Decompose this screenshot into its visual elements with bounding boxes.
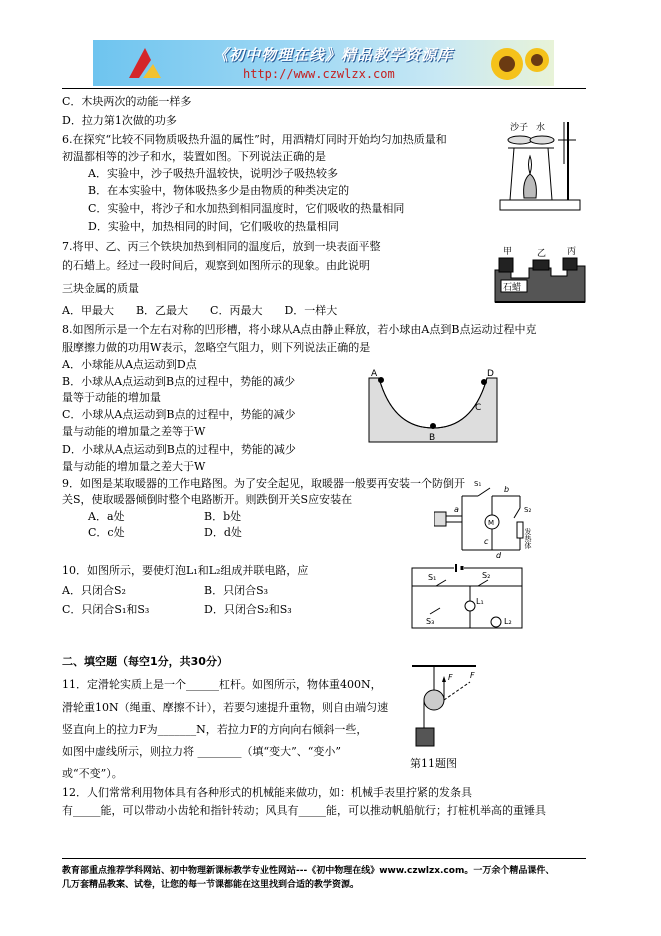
- sunflower-image: [485, 42, 551, 86]
- q9-stem-1: 9．如图是某取暖器的工作电路图。为了安全起见，取暖器一般要再安装一个防倒开: [62, 477, 465, 490]
- q6-option-b: B．在本实验中，物体吸热多少是由物质的种类决定的: [88, 184, 350, 197]
- q10-label-s2: S₂: [482, 571, 491, 580]
- q9-option-c: C．c处: [88, 526, 125, 539]
- footer-rule: [62, 858, 586, 859]
- q7-label-wax: 石蜡: [503, 283, 522, 293]
- section-heading-fill-blank: 二、填空题（每空1分，共30分）: [62, 655, 228, 668]
- q9-stem-2: 关S，使取暖器倾倒时整个电路断开。则跌倒开关S应安装在: [62, 493, 353, 506]
- q6-option-d: D．实验中，加热相同的时间，它们吸收的热量相同: [88, 220, 339, 233]
- q11-pulley-figure: [404, 660, 484, 756]
- q10-circuit-figure: [408, 562, 528, 632]
- q10-label-l2: L₂: [504, 617, 512, 626]
- q6-option-c: C．实验中，将沙子和水加热到相同温度时，它们吸收的热量相同: [88, 202, 405, 215]
- q6-stem-1: 6.在探究“比较不同物质吸热升温的属性”时，用酒精灯同时开始均匀加热质量和: [62, 133, 447, 146]
- q6-stem-2: 初温都相等的沙子和水，装置如图。下列说法正确的是: [62, 150, 326, 163]
- q11-stem-4: 如图中虚线所示，则拉力将 ________（填“变大”、“变小”: [62, 745, 341, 758]
- footer-line-1: 教育部重点推荐学科网站、初中物理新课标教学专业性网站---《初中物理在线》www.czwlzx.com。一万余个精品课件、: [62, 866, 555, 876]
- q9-label-c: c: [484, 537, 489, 546]
- q8-label-b: B: [429, 433, 436, 443]
- q9-label-a: a: [454, 505, 459, 514]
- q10-option-a: A．只闭合S₂: [62, 584, 126, 597]
- q7-label-jia: 甲: [503, 247, 513, 257]
- q10-option-b: B．只闭合S₃: [204, 584, 269, 597]
- q6-label-water: 水: [536, 123, 546, 133]
- q5-option-d: D．拉力第1次做的功多: [62, 114, 177, 127]
- q9-label-s2: S₂: [524, 506, 532, 514]
- q9-label-b: b: [504, 485, 510, 494]
- q8-stem-1: 8.如图所示是一个左右对称的凹形槽，将小球从A点由静止释放，若小球由A点到B点运动过程中克: [62, 323, 537, 336]
- q7-stem-1: 7.将甲、乙、丙三个铁块加热到相同的温度后，放到一块表面平整: [62, 240, 381, 253]
- q11-stem-3: 竖直向上的拉力F为_______N，若拉力F的方向向右倾斜一些，: [62, 723, 368, 736]
- q9-option-d: D．d处: [204, 526, 242, 539]
- q8-option-d-2: 量与动能的增加量之差大于W: [62, 460, 206, 473]
- q7-options: A．甲最大 B．乙最大 C．丙最大 D．一样大: [62, 304, 338, 317]
- q8-option-a: A．小球能从A点运动到D点: [62, 358, 197, 371]
- q10-label-s3: S₃: [426, 617, 435, 626]
- q7-stem-3: 三块金属的质量: [62, 282, 139, 295]
- q9-option-b: B．b处: [204, 510, 242, 523]
- q9-circuit-figure: [434, 478, 544, 558]
- q11-label-f-dashed: F: [470, 671, 475, 680]
- q8-option-c-1: C．小球从A点运动到B点的过程中，势能的减少: [62, 408, 296, 421]
- q9-label-d: d: [496, 551, 502, 558]
- site-logo: [125, 44, 165, 82]
- q8-option-b-1: B．小球从A点运动到B点的过程中，势能的减少: [62, 375, 296, 388]
- q7-stem-2: 的石蜡上。经过一段时间后，观察到如图所示的现象。由此说明: [62, 259, 370, 272]
- q8-label-a: A: [371, 369, 378, 379]
- footer-line-2: 几万套精品教案、试卷，让您的每一节课都能在这里找到合适的教学资源。: [62, 880, 360, 890]
- q12-stem-1: 12．人们常常利用物体具有各种形式的机械能来做功，如：机械手表里拧紧的发条具: [62, 786, 472, 799]
- q9-option-a: A．a处: [88, 510, 125, 523]
- q7-wax-figure: [493, 240, 587, 308]
- q6-heating-figure: [498, 118, 584, 218]
- q9-label-heater: 发热体: [524, 528, 532, 549]
- q11-stem-1: 11．定滑轮实质上是一个______杠杆。如图所示，物体重400N，: [62, 678, 382, 691]
- q8-option-b-2: 量等于动能的增加量: [62, 391, 161, 404]
- q10-stem: 10．如图所示，要使灯泡L₁和L₂组成并联电路，应: [62, 564, 309, 577]
- q7-label-bing: 丙: [567, 247, 577, 257]
- q10-option-d: D．只闭合S₂和S₃: [204, 603, 292, 616]
- header-rule: [62, 88, 586, 89]
- q11-figure-caption: 第11题图: [410, 757, 457, 770]
- q10-option-c: C．只闭合S₁和S₃: [62, 603, 150, 616]
- q11-stem-2: 滑轮重10N（绳重、摩擦不计），若要匀速提升重物，则自由端匀速: [62, 701, 389, 714]
- q8-groove-figure: [363, 364, 503, 446]
- q11-label-f: F: [448, 673, 453, 682]
- banner-title: 《初中物理在线》精品教学资源库: [213, 46, 454, 64]
- header-banner: [93, 40, 554, 86]
- banner-url: http://www.czwlzx.com: [243, 67, 395, 81]
- q5-option-c: C．木块两次的动能一样多: [62, 95, 192, 108]
- q8-option-d-1: D．小球从A点运动到B点的过程中，势能的减少: [62, 443, 296, 456]
- q8-label-c: C: [475, 403, 482, 413]
- q9-label-motor: M: [488, 519, 495, 527]
- q8-label-d: D: [487, 369, 494, 379]
- q6-label-sand: 沙子: [510, 123, 529, 133]
- q7-label-yi: 乙: [537, 249, 547, 259]
- q11-stem-5: 或“不变”）。: [62, 767, 123, 780]
- q10-label-l1: L₁: [476, 597, 484, 606]
- q12-stem-2: 有_____能，可以带动小齿轮和指针转动；风具有_____能，可以推动帆船航行；打桩机举高的重锤具: [62, 804, 546, 817]
- q8-option-c-2: 量与动能的增加量之差等于W: [62, 425, 206, 438]
- q10-label-s1: S₁: [428, 573, 437, 582]
- q9-label-s1: S₁: [474, 480, 482, 488]
- q8-stem-2: 服摩擦力做的功用W表示，忽略空气阻力，则下列说法正确的是: [62, 341, 371, 354]
- q6-option-a: A．实验中，沙子吸热升温较快，说明沙子吸热较多: [88, 167, 338, 180]
